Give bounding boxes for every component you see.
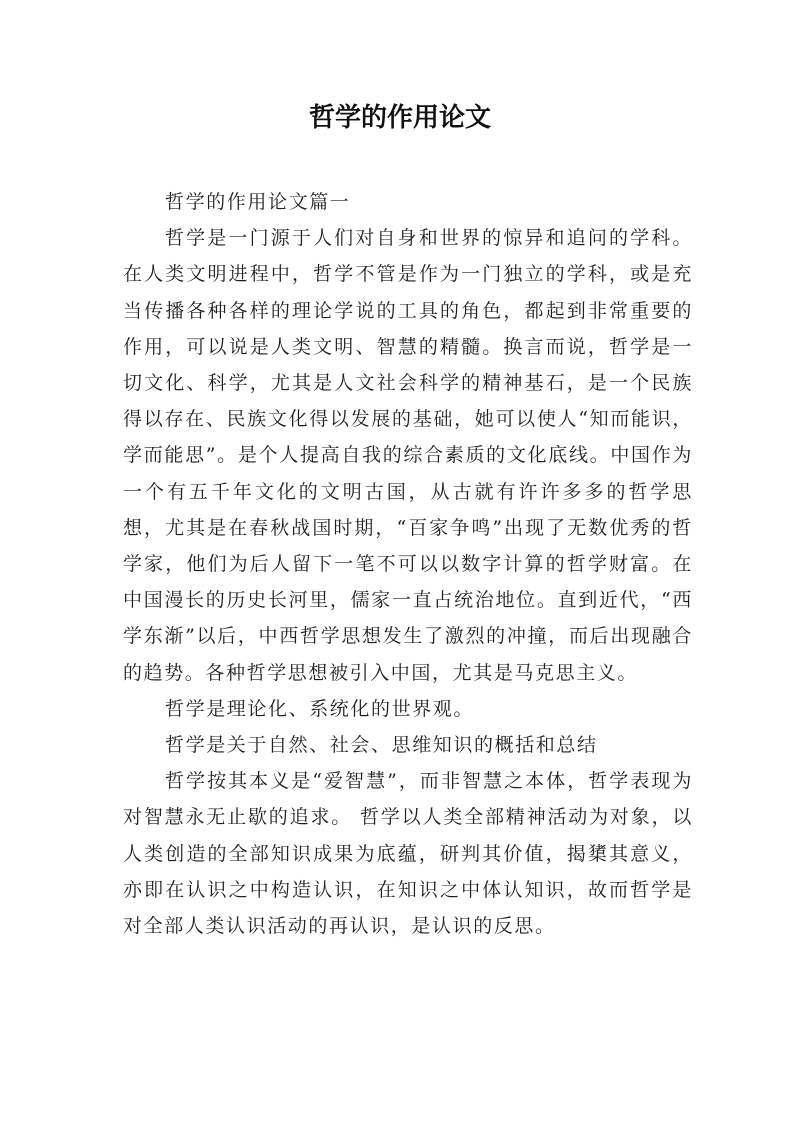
paragraph-summary: 哲学是关于自然、社会、思维知识的概括和总结 xyxy=(165,734,598,757)
paragraph-intro: 哲学是一门源于人们对自身和世界的惊异和追问的学科。在人类文明进程中，哲学不管是作为一门独立的学科，或是充当传播各种各样的理论学说的工具的角色，都起到非常重要的作用，可以说是人类文明、智慧的精髓。换言而说，哲学是一切文化、科学，尤其是人文社会科学的精神基石，是一个民族得以存在、民族文化得以发展的基础，她可以使人“知而能识，学而能思”。是个人提高自我的综合素质的文化底线。中国作为一个有五千年文化的文明古国，从古就有许许多多的哲学思想，尤其是在春秋战国时期，“百家争鸣”出现了无数优秀的哲学家，他们为后人留下一笔不可以以数字计算的哲学财富。在中国漫长的历史长河里，儒家一直占统治地位。直到近代，“西学东渐”以后，中西哲学思想发生了激烈的冲撞，而后出现融合的趋势。各种哲学思想被引入中国，尤其是马克思主义。 xyxy=(123,227,693,684)
document-body xyxy=(123,184,693,944)
section-heading: 哲学的作用论文篇一 xyxy=(165,191,351,213)
document-title: 哲学的作用论文 xyxy=(308,103,491,133)
paragraph-worldview: 哲学是理论化、系统化的世界观。 xyxy=(165,697,475,720)
paragraph-wisdom: 哲学按其本义是“爱智慧”，而非智慧之本体，哲学表现为对智慧永无止歇的追求。 哲学以人类全部精神活动为对象，以人类创造的全部知识成果为底蕴，研判其价值，揭橥其意义，亦即在认识之中构造认识，在知识之中体认知识，故而哲学是对全部人类认识活动的再认识，是认识的反思。 xyxy=(123,770,693,938)
